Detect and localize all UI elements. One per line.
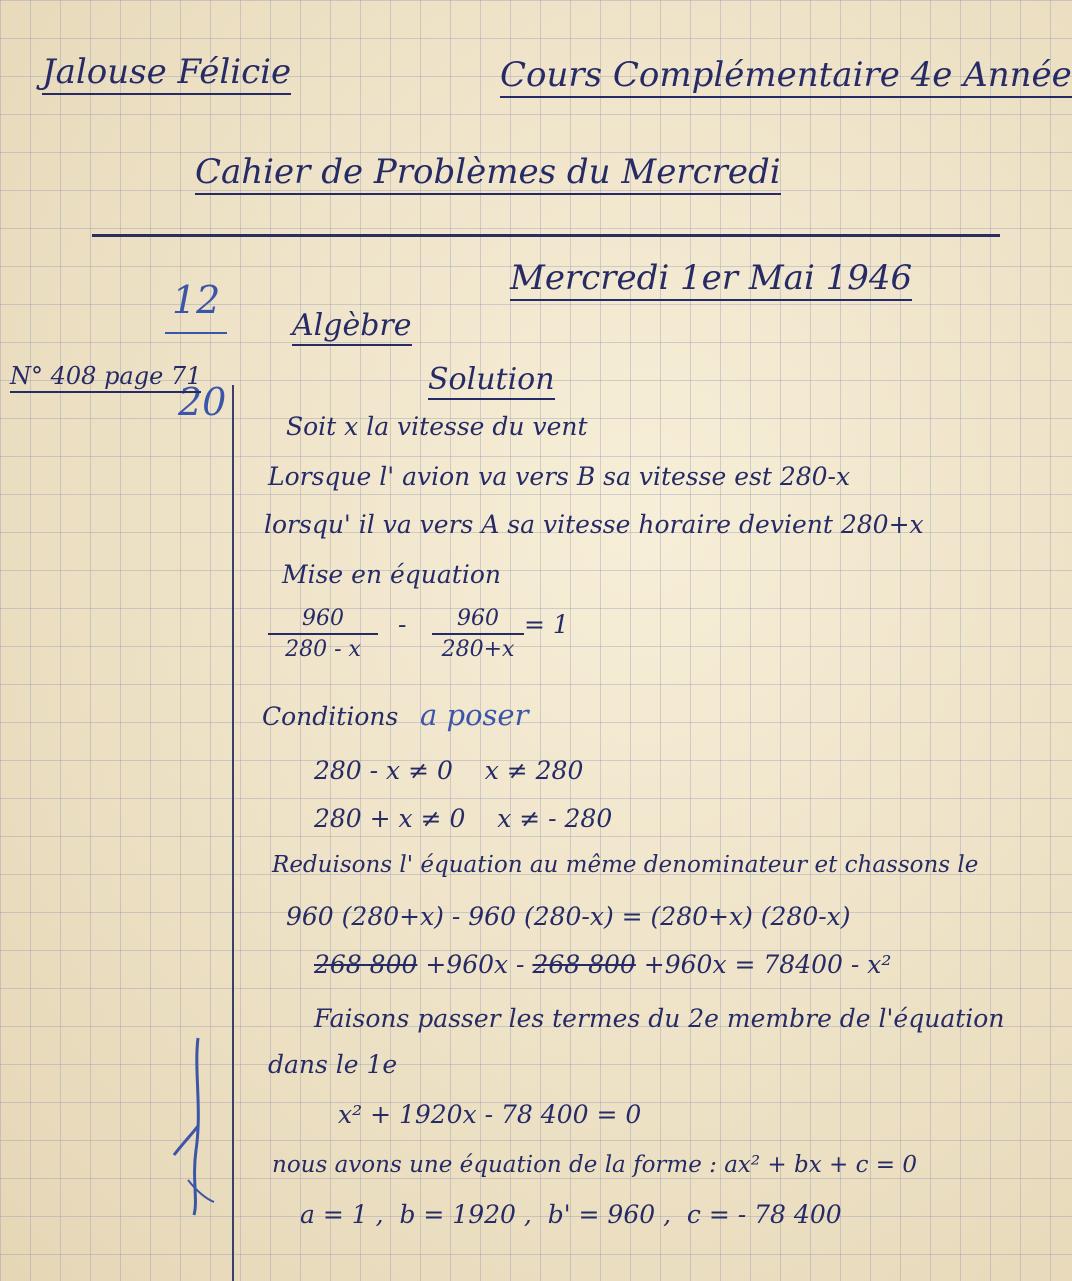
line-6: 960 (280+x) - 960 (280-x) = (280+x) (280-x) <box>286 902 851 931</box>
margin-line <box>232 385 234 1281</box>
lesson-date: Mercredi 1er Mai 1946 <box>510 258 912 301</box>
line-3: lorsqu' il va vers A sa vitesse horaire devient 280+x <box>264 510 924 539</box>
fraction-right-numerator: 960 <box>432 606 524 635</box>
conditions-correction: a poser <box>420 698 529 732</box>
grade-fraction-bar <box>165 332 227 334</box>
line-4: Mise en équation <box>282 560 502 589</box>
line-7 <box>314 950 891 979</box>
line-5: Reduisons l' équation au même denominateur et chassons le <box>272 852 979 878</box>
solution-heading: Solution <box>428 362 555 400</box>
problem-reference: N° 408 page 71 <box>10 362 201 393</box>
fraction-left-denominator: 280 - x <box>285 637 361 662</box>
line-11: nous avons une équation de la forme : ax² + bx + c = 0 <box>272 1152 918 1178</box>
equation-rhs: = 1 <box>524 610 569 639</box>
line-10: x² + 1920x - 78 400 = 0 <box>338 1100 642 1129</box>
line-7-middle: +960x - <box>417 950 533 979</box>
line-1: Soit x la vitesse du vent <box>286 412 588 441</box>
class-label: Cours Complémentaire 4e Année <box>500 55 1072 98</box>
student-name: Jalouse Félicie <box>42 52 291 95</box>
line-2: Lorsque l' avion va vers B sa vitesse est 280-x <box>268 462 851 491</box>
fraction-right-denominator: 280+x <box>441 637 515 662</box>
line-8: Faisons passer les termes du 2e membre de l'équation <box>314 1004 1005 1033</box>
subject-heading: Algèbre <box>292 308 412 346</box>
line-9: dans le 1e <box>268 1050 398 1079</box>
conditions-label: Conditions <box>262 702 399 731</box>
struck-term-1: 268 800 <box>314 950 418 979</box>
condition-1: 280 - x ≠ 0 x ≠ 280 <box>314 756 584 785</box>
grade-denominator: 20 <box>178 380 227 424</box>
equation-minus: - <box>398 610 407 639</box>
fraction-left <box>268 606 378 662</box>
header-divider <box>92 234 1000 237</box>
correction-bracket-mark <box>168 1030 228 1220</box>
line-12: a = 1 , b = 1920 , b' = 960 , c = - 78 400 <box>300 1200 842 1229</box>
condition-2: 280 + x ≠ 0 x ≠ - 280 <box>314 804 613 833</box>
line-7-end: +960x = 78400 - x² <box>635 950 892 979</box>
fraction-left-numerator: 960 <box>268 606 378 635</box>
fraction-right <box>432 606 524 662</box>
notebook-title: Cahier de Problèmes du Mercredi <box>195 152 781 195</box>
struck-term-2: 268 800 <box>532 950 636 979</box>
grade-numerator: 12 <box>172 278 221 322</box>
